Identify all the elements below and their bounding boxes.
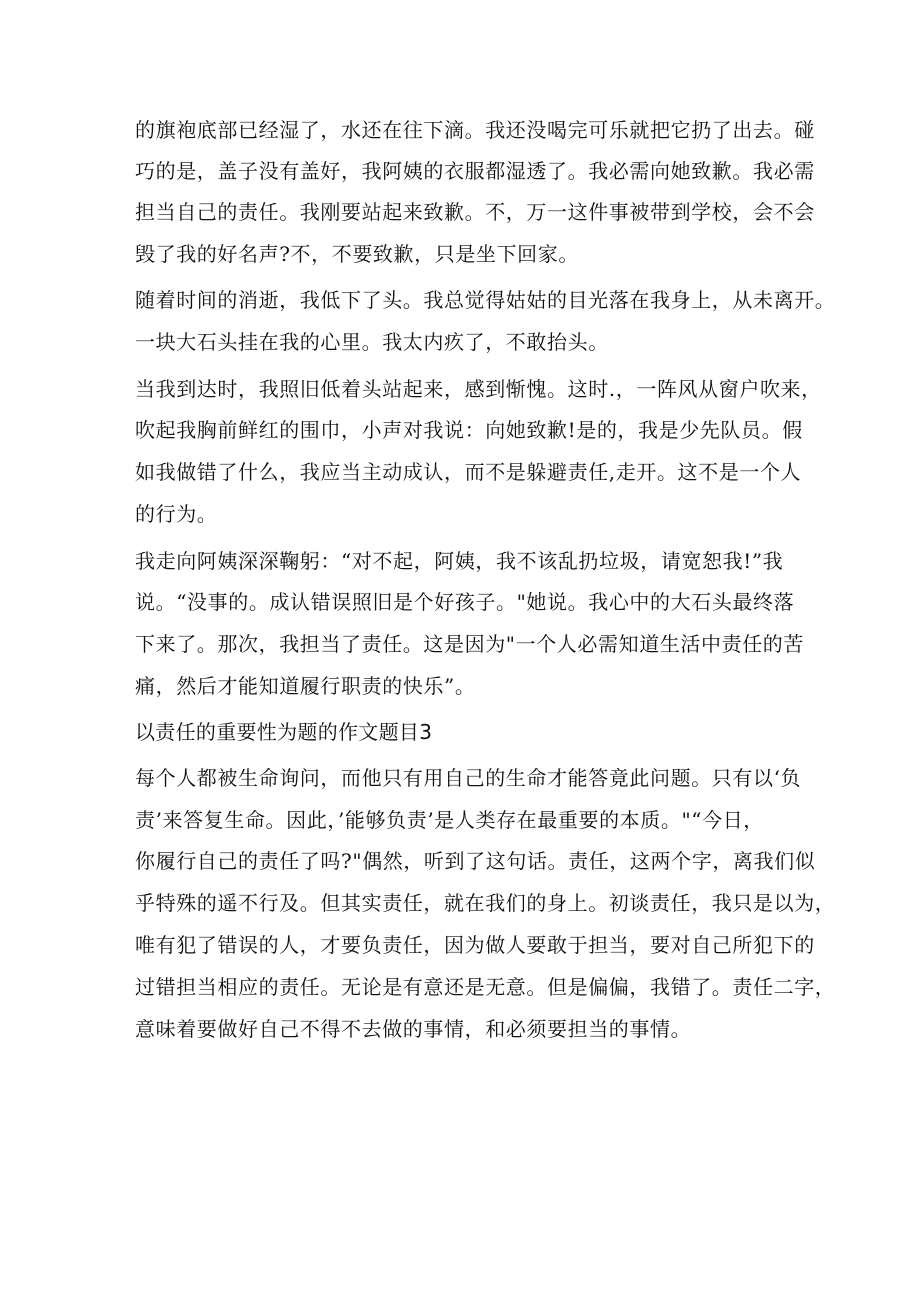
text-line: 唯有犯了错误的人，才要负责任，因为做人要敢于担当，要对自己所犯下的: [135, 933, 815, 957]
text-line: 责’来答复生命。因此，’能够负责’是人类存在最重要的本质。"“今日，: [135, 808, 764, 832]
text-line: 当我到达时，我照旧低着头站起来，感到惭愧。这时.，一阵风从窗户吹来，: [135, 377, 822, 401]
text-line: 吹起我胸前鲜红的围巾，小声对我说：向她致歉!是的，我是少先队员。假: [135, 418, 803, 442]
text-line: 意味着要做好自己不得不去做的事情，和必须要担当的事情。: [135, 1017, 692, 1041]
text-line: 下来了。那次，我担当了责任。这是因为"一个人必需知道生活中责任的苦: [135, 632, 804, 656]
text-line: 乎特殊的遥不行及。但其实责任，就在我们的身上。初谈责任，我只是以为，: [135, 891, 836, 915]
text-line: 毁了我的好名声?不，不要致歉，只是坐下回家。: [135, 242, 579, 266]
text-line: 痛，然后才能知道履行职责的快乐”。: [135, 674, 476, 698]
text-line: 的行为。: [135, 502, 218, 526]
text-line: 随着时间的消逝，我低下了头。我总觉得姑姑的目光落在我身上，从未离开。: [135, 288, 836, 312]
text-line: 我走向阿姨深深鞠躬：“对不起，阿姨，我不该乱扔垃圾，请宽恕我!”我: [135, 549, 784, 573]
text-line: 担当自己的责任。我刚要站起来致歉。不，万一这件事被带到学校，会不会: [135, 200, 815, 224]
text-line: 如我做错了什么，我应当主动成认，而不是躲避责任,走开。这不是一个人: [135, 460, 802, 484]
text-line: 一块大石头挂在我的心里。我太内疚了，不敢抬头。: [135, 330, 609, 354]
text-line: 过错担当相应的责任。无论是有意还是无意。但是偏偏，我错了。责任二字，: [135, 975, 836, 999]
text-line: 每个人都被生命询问，而他只有用自己的生命才能答竟此问题。只有以‘负: [135, 766, 802, 790]
text-line: 你履行自己的责任了吗?"偶然，听到了这句话。责任，这两个字，离我们似: [135, 849, 816, 873]
text-line: 巧的是，盖子没有盖好，我阿姨的衣服都湿透了。我必需向她致歉。我必需: [135, 159, 815, 183]
text-line: 的旗袍底部已经湿了，水还在往下滴。我还没喝完可乐就把它扔了出去。碰: [135, 118, 815, 142]
text-line: 说。“没事的。成认错误照旧是个好孩子。"她说。我心中的大石头最终落: [135, 590, 795, 614]
section-heading: 以责任的重要性为题的作文题目3: [135, 720, 433, 744]
